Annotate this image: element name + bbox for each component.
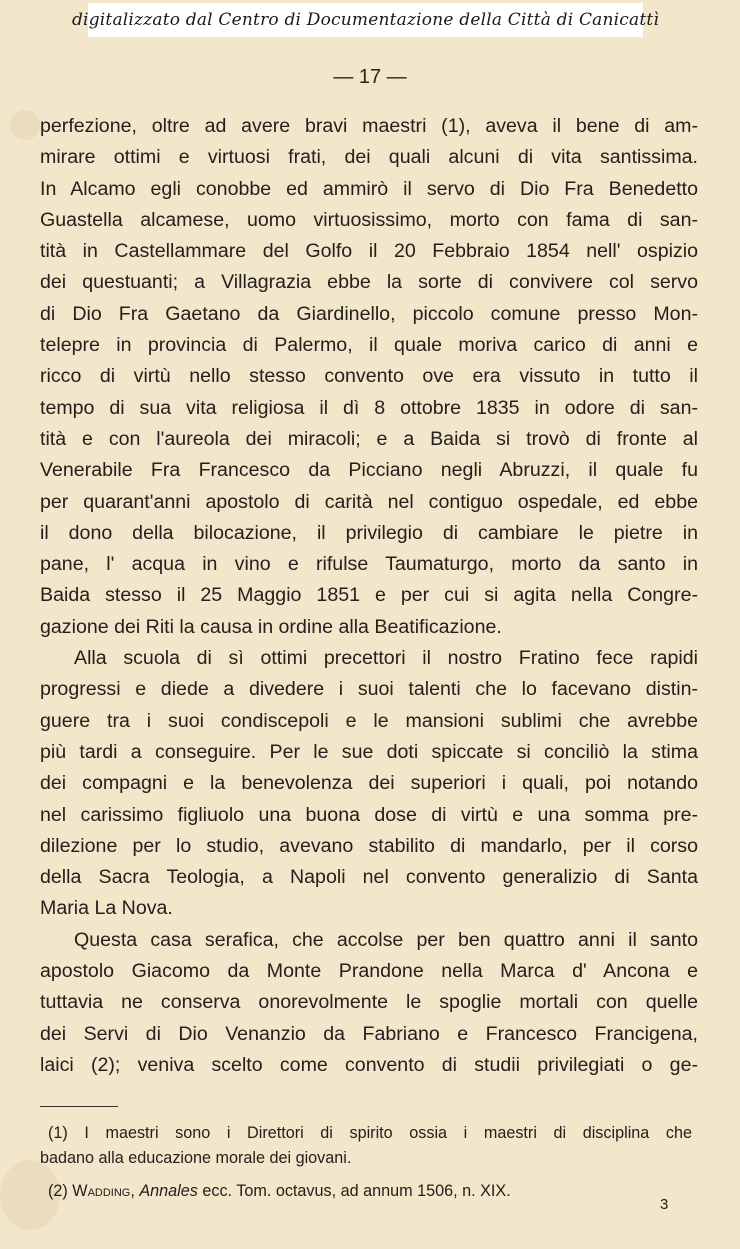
text-line: guere tra i suoi condiscepoli e le mansioni sublimi che avrebbe (40, 709, 698, 732)
footnote-line (40, 1179, 692, 1204)
footnote-work: Annales (139, 1182, 198, 1200)
text-line: dei questuanti; a Villagrazia ebbe la sorte di convivere col servo (40, 271, 698, 294)
text-line: dilezione per lo studio, avevano stabilito di mandarlo, per il corso (40, 834, 698, 857)
footnote-citation: ecc. Tom. octavus, ad annum 1506, n. XIX. (202, 1182, 511, 1200)
text-line: Venerabile Fra Francesco da Picciano negli Abruzzi, il quale fu (40, 459, 698, 482)
footnote-divider (40, 1106, 118, 1107)
text-line: Baida stesso il 25 Maggio 1851 e per cui si agita nella Congre- (40, 584, 698, 607)
text-line: ricco di virtù nello stesso convento ove era vissuto in tutto il (40, 365, 698, 388)
text-line: telepre in provincia di Palermo, il quale moriva carico di anni e (40, 334, 698, 357)
footnote-1 (40, 1121, 692, 1171)
banner-text: digitalizzato dal Centro di Documentazione della Città di Canicattì (71, 10, 660, 30)
text-line: mirare ottimi e virtuosi frati, dei quali alcuni di vita santissima. (40, 146, 698, 169)
text-line: per quarant'anni apostolo di carità nel contiguo ospedale, ed ebbe (40, 490, 698, 513)
text-line: tità in Castellammare del Golfo il 20 Febbraio 1854 nell' ospizio (40, 240, 698, 263)
text-line: dei Servi di Dio Venanzio da Fabriano e Francesco Francigena, (40, 1022, 698, 1045)
paragraph-1 (40, 111, 698, 643)
footnote-2 (40, 1179, 692, 1204)
text-line: apostolo Giacomo da Monte Prandone nella Marca d' Ancona e (40, 960, 698, 983)
page-number: — 17 — (333, 66, 407, 88)
text-line: tità e con l'aureola dei miracoli; e a Baida si trovò di fronte al (40, 427, 698, 450)
footnote-author: Wadding, (72, 1182, 135, 1200)
text-line: Questa casa serafica, che accolse per ben quattro anni il santo (74, 928, 698, 951)
printer-signature-mark: 3 (660, 1196, 669, 1213)
text-line: Guastella alcamese, uomo virtuosissimo, morto con fama di san- (40, 208, 698, 231)
text-line: progressi e diede a divedere i suoi talenti che lo facevano distin- (40, 678, 698, 701)
footnote-marker: (2) (48, 1182, 68, 1200)
paper-stain (10, 110, 40, 140)
text-line: il dono della bilocazione, il privilegio di cambiare le pietre in (40, 521, 698, 544)
text-line: Maria La Nova. (40, 897, 173, 920)
text-line: In Alcamo egli conobbe ed ammirò il servo di Dio Fra Benedetto (40, 177, 698, 200)
digitization-banner (71, 3, 660, 37)
text-line: della Sacra Teologia, a Napoli nel convento generalizio di Santa (40, 866, 698, 889)
text-line: pane, l' acqua in vino e rifulse Taumaturgo, morto da santo in (40, 553, 698, 576)
footnote-line: (1) I maestri sono i Direttori di spirito ossia i maestri di disciplina che (48, 1124, 692, 1142)
text-line: nel carissimo figliuolo una buona dose di virtù e una somma pre- (40, 803, 698, 826)
paragraph-3 (40, 925, 698, 1081)
text-line: laici (2); veniva scelto come convento di studii privilegiati o ge- (40, 1053, 698, 1076)
paragraph-2 (40, 643, 698, 925)
text-line: dei compagni e la benevolenza dei superiori i quali, poi notando (40, 772, 698, 795)
footnote-line: badano alla educazione morale dei giovani. (40, 1149, 352, 1167)
text-line: gazione dei Riti la causa in ordine alla Beatificazione. (40, 615, 502, 638)
text-line: Alla scuola di sì ottimi precettori il nostro Fratino fece rapidi (74, 647, 698, 670)
text-line: di Dio Fra Gaetano da Giardinello, piccolo comune presso Mon- (40, 302, 698, 325)
text-line: perfezione, oltre ad avere bravi maestri (1), aveva il bene di am- (40, 115, 698, 137)
body-text (40, 111, 698, 1081)
footnotes (40, 1121, 692, 1204)
text-line: tuttavia ne conserva onorevolmente le spoglie mortali con quelle (40, 991, 698, 1014)
text-line: tempo di sua vita religiosa il dì 8 ottobre 1835 in odore di san- (40, 396, 698, 419)
text-line: più tardi a conseguire. Per le sue doti spiccate si conciliò la stima (40, 740, 698, 763)
